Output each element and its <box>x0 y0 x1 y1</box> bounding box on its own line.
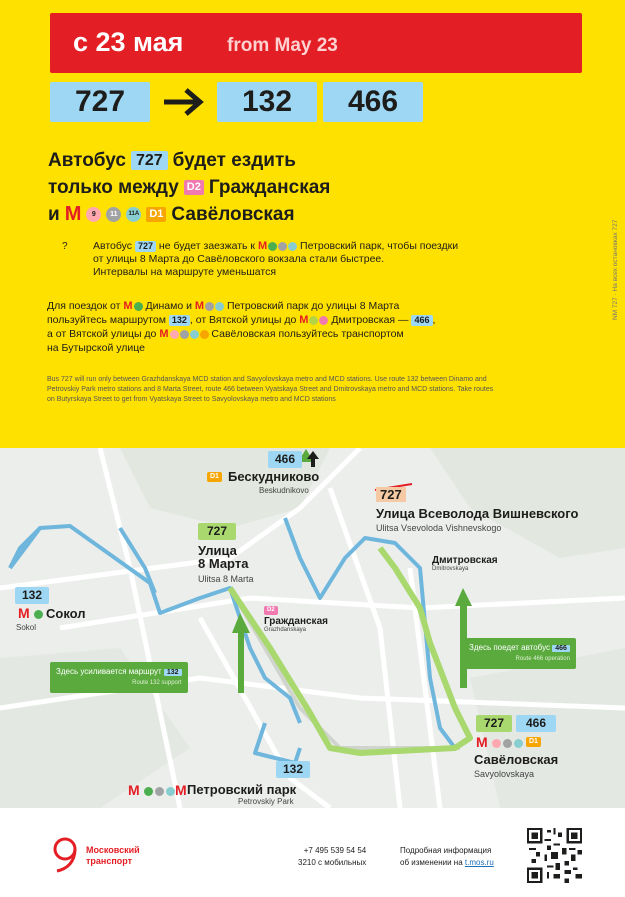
line-9-icon <box>492 739 501 748</box>
route-new-a-badge: 132 <box>217 82 317 122</box>
mobile-number: 3210 с мобильных <box>298 858 367 867</box>
mcd-d2-badge: D2 <box>264 606 278 615</box>
arrow-right-icon <box>162 86 206 118</box>
moscow-transport-logo-text <box>86 845 140 867</box>
text: не будет заезжать к <box>158 240 256 252</box>
headline-station: Гражданская <box>208 177 331 198</box>
metro-icon: М <box>476 734 488 750</box>
banner-date-en: from May 23 <box>227 35 338 56</box>
mcd-d2-badge: D2 <box>184 180 204 195</box>
station-beskudnikovo: Бескудниково <box>228 469 320 484</box>
text: Интервалы на маршруте уменьшатся <box>93 266 277 278</box>
route-old-badge: 727 <box>50 82 150 122</box>
text: Савёловская пользуйтесь транспортом <box>211 328 404 340</box>
info-link-block <box>400 845 494 869</box>
headline-text: только между <box>48 177 179 198</box>
line-11a-icon <box>215 302 224 311</box>
text: Петровский парк, чтобы поездки <box>300 240 459 252</box>
text: , от Вятской улицы до <box>189 314 297 326</box>
route-map <box>0 448 625 808</box>
callout-route-466 <box>463 638 576 669</box>
text: а от Вятской улицы до <box>47 328 157 340</box>
text: от улицы 8 Марта до Савёловского вокзала стали быстрее. <box>93 253 385 265</box>
station-8-marta-en: Ulitsa 8 Marta <box>198 574 254 584</box>
info-paragraph-1 <box>93 240 563 279</box>
route-chip: 727 <box>131 151 168 170</box>
station-8-marta-l1: Улица <box>198 543 237 558</box>
line-11a-icon <box>166 787 175 796</box>
station-petrovsky-park-en: Petrovskiy Park <box>238 797 294 806</box>
route-chip-132: 132 <box>15 587 49 604</box>
text: Автобус <box>93 240 133 252</box>
text: Петровский парк до улицы 8 Марта <box>226 300 400 312</box>
line-2-icon <box>134 302 143 311</box>
route-chip-727: 727 <box>198 523 236 540</box>
route-chip: 466 <box>552 645 570 652</box>
station-grazhdanskaya: Гражданская <box>264 616 328 627</box>
station-dmitrovskaya: Дмитровская <box>432 555 498 566</box>
route-chip-132: 132 <box>276 761 310 778</box>
line-11-icon: 11 <box>106 207 121 222</box>
qr-code-icon[interactable] <box>527 828 582 883</box>
line-10-icon <box>309 316 318 325</box>
station-sokol: Сокол <box>46 606 86 621</box>
route-chip: 727 <box>135 241 156 252</box>
question-icon: ? <box>62 241 68 252</box>
route-chip: 132 <box>164 669 182 676</box>
line-11-icon <box>155 787 164 796</box>
route-727-cancelled: 727 <box>376 487 406 502</box>
mcd-d1-badge: D1 <box>526 737 541 747</box>
station-8-marta-l2: 8 Марта <box>198 556 249 571</box>
line-11-icon <box>205 302 214 311</box>
station-savelovskaya-en: Savyolovskaya <box>474 769 535 779</box>
line-11-icon <box>180 330 189 339</box>
route-chip-466: 466 <box>516 715 556 732</box>
metro-icon: М <box>64 203 82 225</box>
line-11-icon <box>503 739 512 748</box>
vertical-code: NM 727 · На всех остановках 727 <box>612 219 619 320</box>
station-petrovsky-park: Петровский парк <box>187 782 297 797</box>
mcd-icon <box>200 330 209 339</box>
callout-text-en: Route 466 operation <box>515 656 570 662</box>
line-2-icon <box>268 242 277 251</box>
metro-icon: М <box>18 605 30 621</box>
headline <box>48 147 330 228</box>
headline-text: Автобус <box>48 150 126 171</box>
phone-number[interactable]: +7 495 539 54 54 <box>303 846 367 855</box>
route-chip: 132 <box>169 315 190 326</box>
line-11a-icon <box>288 242 297 251</box>
callout-text-en: Route 132 support <box>132 680 182 686</box>
line-11a-icon <box>514 739 523 748</box>
info-paragraph-2 <box>47 299 567 355</box>
headline-text: будет ездить <box>172 150 296 171</box>
moscow-transport-logo-icon <box>51 837 79 873</box>
station-grazhdanskaya-en: Grazhdanskaya <box>264 627 307 633</box>
text: пользуйтесь маршрутом <box>47 314 166 326</box>
route-new-b-badge: 466 <box>323 82 423 122</box>
mcd-d1-badge: D1 <box>146 207 166 222</box>
text: на Бутырской улице <box>47 342 145 354</box>
logo-line: транспорт <box>86 856 133 866</box>
station-vishnevskogo: Улица Всеволода Вишневского <box>376 506 579 521</box>
route-chip: 466 <box>411 315 432 326</box>
website-link[interactable]: t.mos.ru <box>464 858 494 867</box>
metro-icon: М <box>175 782 187 798</box>
headline-station: Савёловская <box>171 204 295 225</box>
line-2-icon <box>34 610 43 619</box>
metro-icon: М <box>194 300 205 312</box>
mcd-d1-badge: D1 <box>207 472 222 482</box>
date-banner <box>50 13 582 73</box>
callout-text: Здесь поедет автобус <box>469 643 550 652</box>
route-chip-727: 727 <box>476 715 512 732</box>
line-9-icon: 9 <box>86 207 101 222</box>
line-11a-icon <box>190 330 199 339</box>
headline-text: и <box>48 204 60 225</box>
info-text: Подробная информация <box>400 846 492 855</box>
station-sokol-en: Sokol <box>16 623 37 632</box>
info-text: об изменении на <box>400 858 463 867</box>
line-2-icon <box>144 787 153 796</box>
metro-icon: М <box>257 240 268 252</box>
mcd-icon <box>319 316 328 325</box>
english-note: Bus 727 will run only between Grazhdanskaya MCD station and Savyolovskaya metro and MCD stations. Use route 132 between Dinamo and Petrovskiy Park metro stations and 8 Marta Street, route 466 between Vyatskaya Street and Dmitrovskaya metro and MCD stations. Take routes on Butyrskaya Street to get from Vyatskaya Street to Savyolovskaya metro and MCD stations <box>47 376 494 403</box>
text: Дмитровская — <box>331 314 409 326</box>
text: , <box>432 314 436 326</box>
metro-icon: М <box>299 314 309 326</box>
station-dmitrovskaya-en: Dmitrovskaya <box>432 566 469 572</box>
line-11-icon <box>278 242 287 251</box>
route-chip-466: 466 <box>268 451 302 468</box>
callout-route-132 <box>50 662 188 693</box>
metro-icon: М <box>128 782 140 798</box>
line-9-icon <box>170 330 179 339</box>
station-savelovskaya: Савёловская <box>474 752 559 767</box>
metro-icon: М <box>123 300 133 312</box>
station-vishnevskogo-en: Ulitsa Vsevoloda Vishnevskogo <box>376 523 502 533</box>
line-11a-icon: 11А <box>126 207 141 222</box>
callout-text: Здесь усиливается маршрут <box>56 667 162 676</box>
metro-icon: М <box>159 328 169 340</box>
contact-phone <box>298 845 366 869</box>
arrow-up-icon <box>306 450 320 468</box>
text: Для поездок от <box>47 300 121 312</box>
banner-date-ru: с 23 мая <box>73 27 184 57</box>
text: Динамо и <box>145 300 192 312</box>
station-beskudnikovo-en: Beskudnikovo <box>259 486 309 495</box>
logo-line: Московский <box>86 845 140 855</box>
